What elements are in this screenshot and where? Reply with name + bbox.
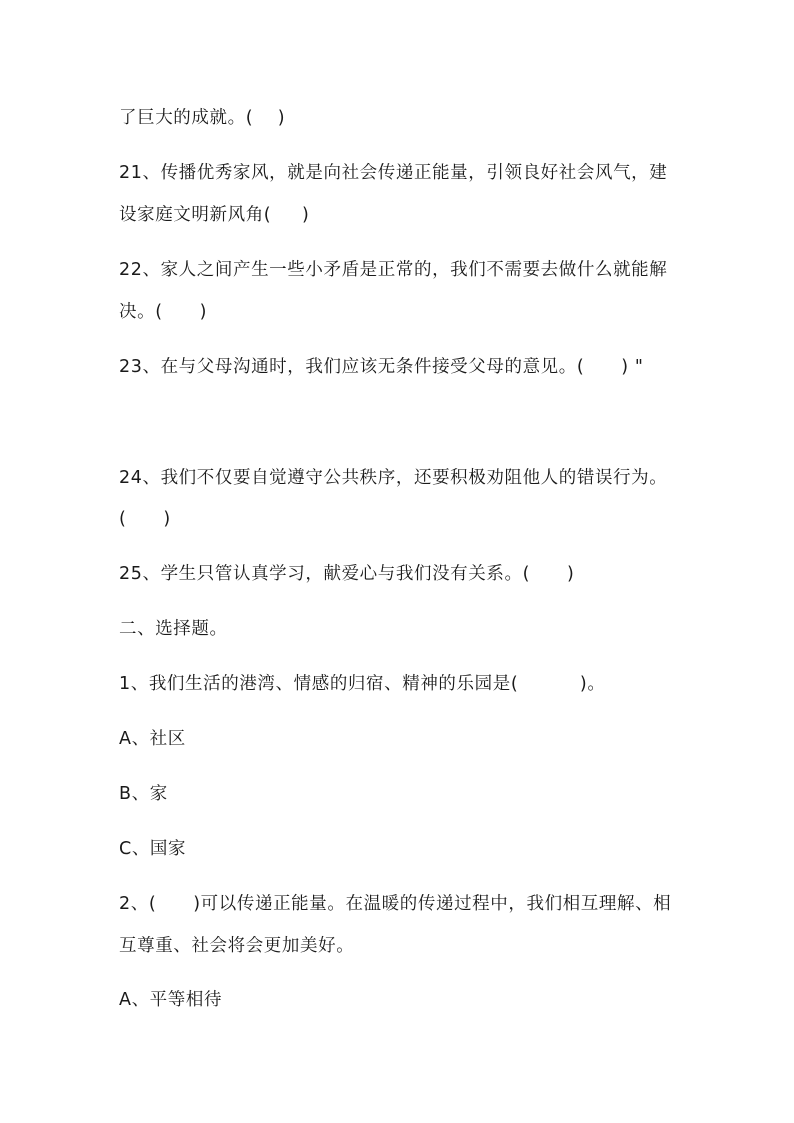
text-line-q24-cont: ( ): [119, 509, 171, 529]
text-line-q21-cont: 设家庭文明新风角( ): [119, 205, 310, 225]
section-heading-choice: 二、选择题。: [119, 619, 228, 639]
text-line-mc2-cont: 互尊重、社会将会更加美好。: [119, 936, 355, 956]
option-mc2-a: A、平等相待: [119, 990, 223, 1010]
text-line-q23: 23、在与父母沟通时，我们应该无条件接受父母的意见。( ) ": [119, 357, 644, 377]
option-mc1-c: C、国家: [119, 839, 187, 859]
text-line-q22-cont: 决。( ): [119, 302, 208, 322]
option-mc1-b: B、家: [119, 784, 168, 804]
text-line-q24: 24、我们不仅要自觉遵守公共秩序，还要积极劝阻他人的错误行为。: [119, 468, 668, 488]
text-line-q25: 25、学生只管认真学习，献爱心与我们没有关系。( ): [119, 564, 575, 584]
text-line-q20-end: 了巨大的成就。( ): [119, 108, 286, 128]
text-line-q22: 22、家人之间产生一些小矛盾是正常的，我们不需要去做什么就能解: [119, 260, 668, 280]
option-mc1-a: A、社区: [119, 729, 186, 749]
text-line-mc1: 1、我们生活的港湾、情感的归宿、精神的乐园是( )。: [119, 674, 606, 694]
text-line-mc2: 2、( )可以传递正能量。在温暖的传递过程中，我们相互理解、相: [119, 894, 672, 914]
text-line-q21: 21、传播优秀家风，就是向社会传递正能量，引领良好社会风气，建: [119, 163, 668, 183]
